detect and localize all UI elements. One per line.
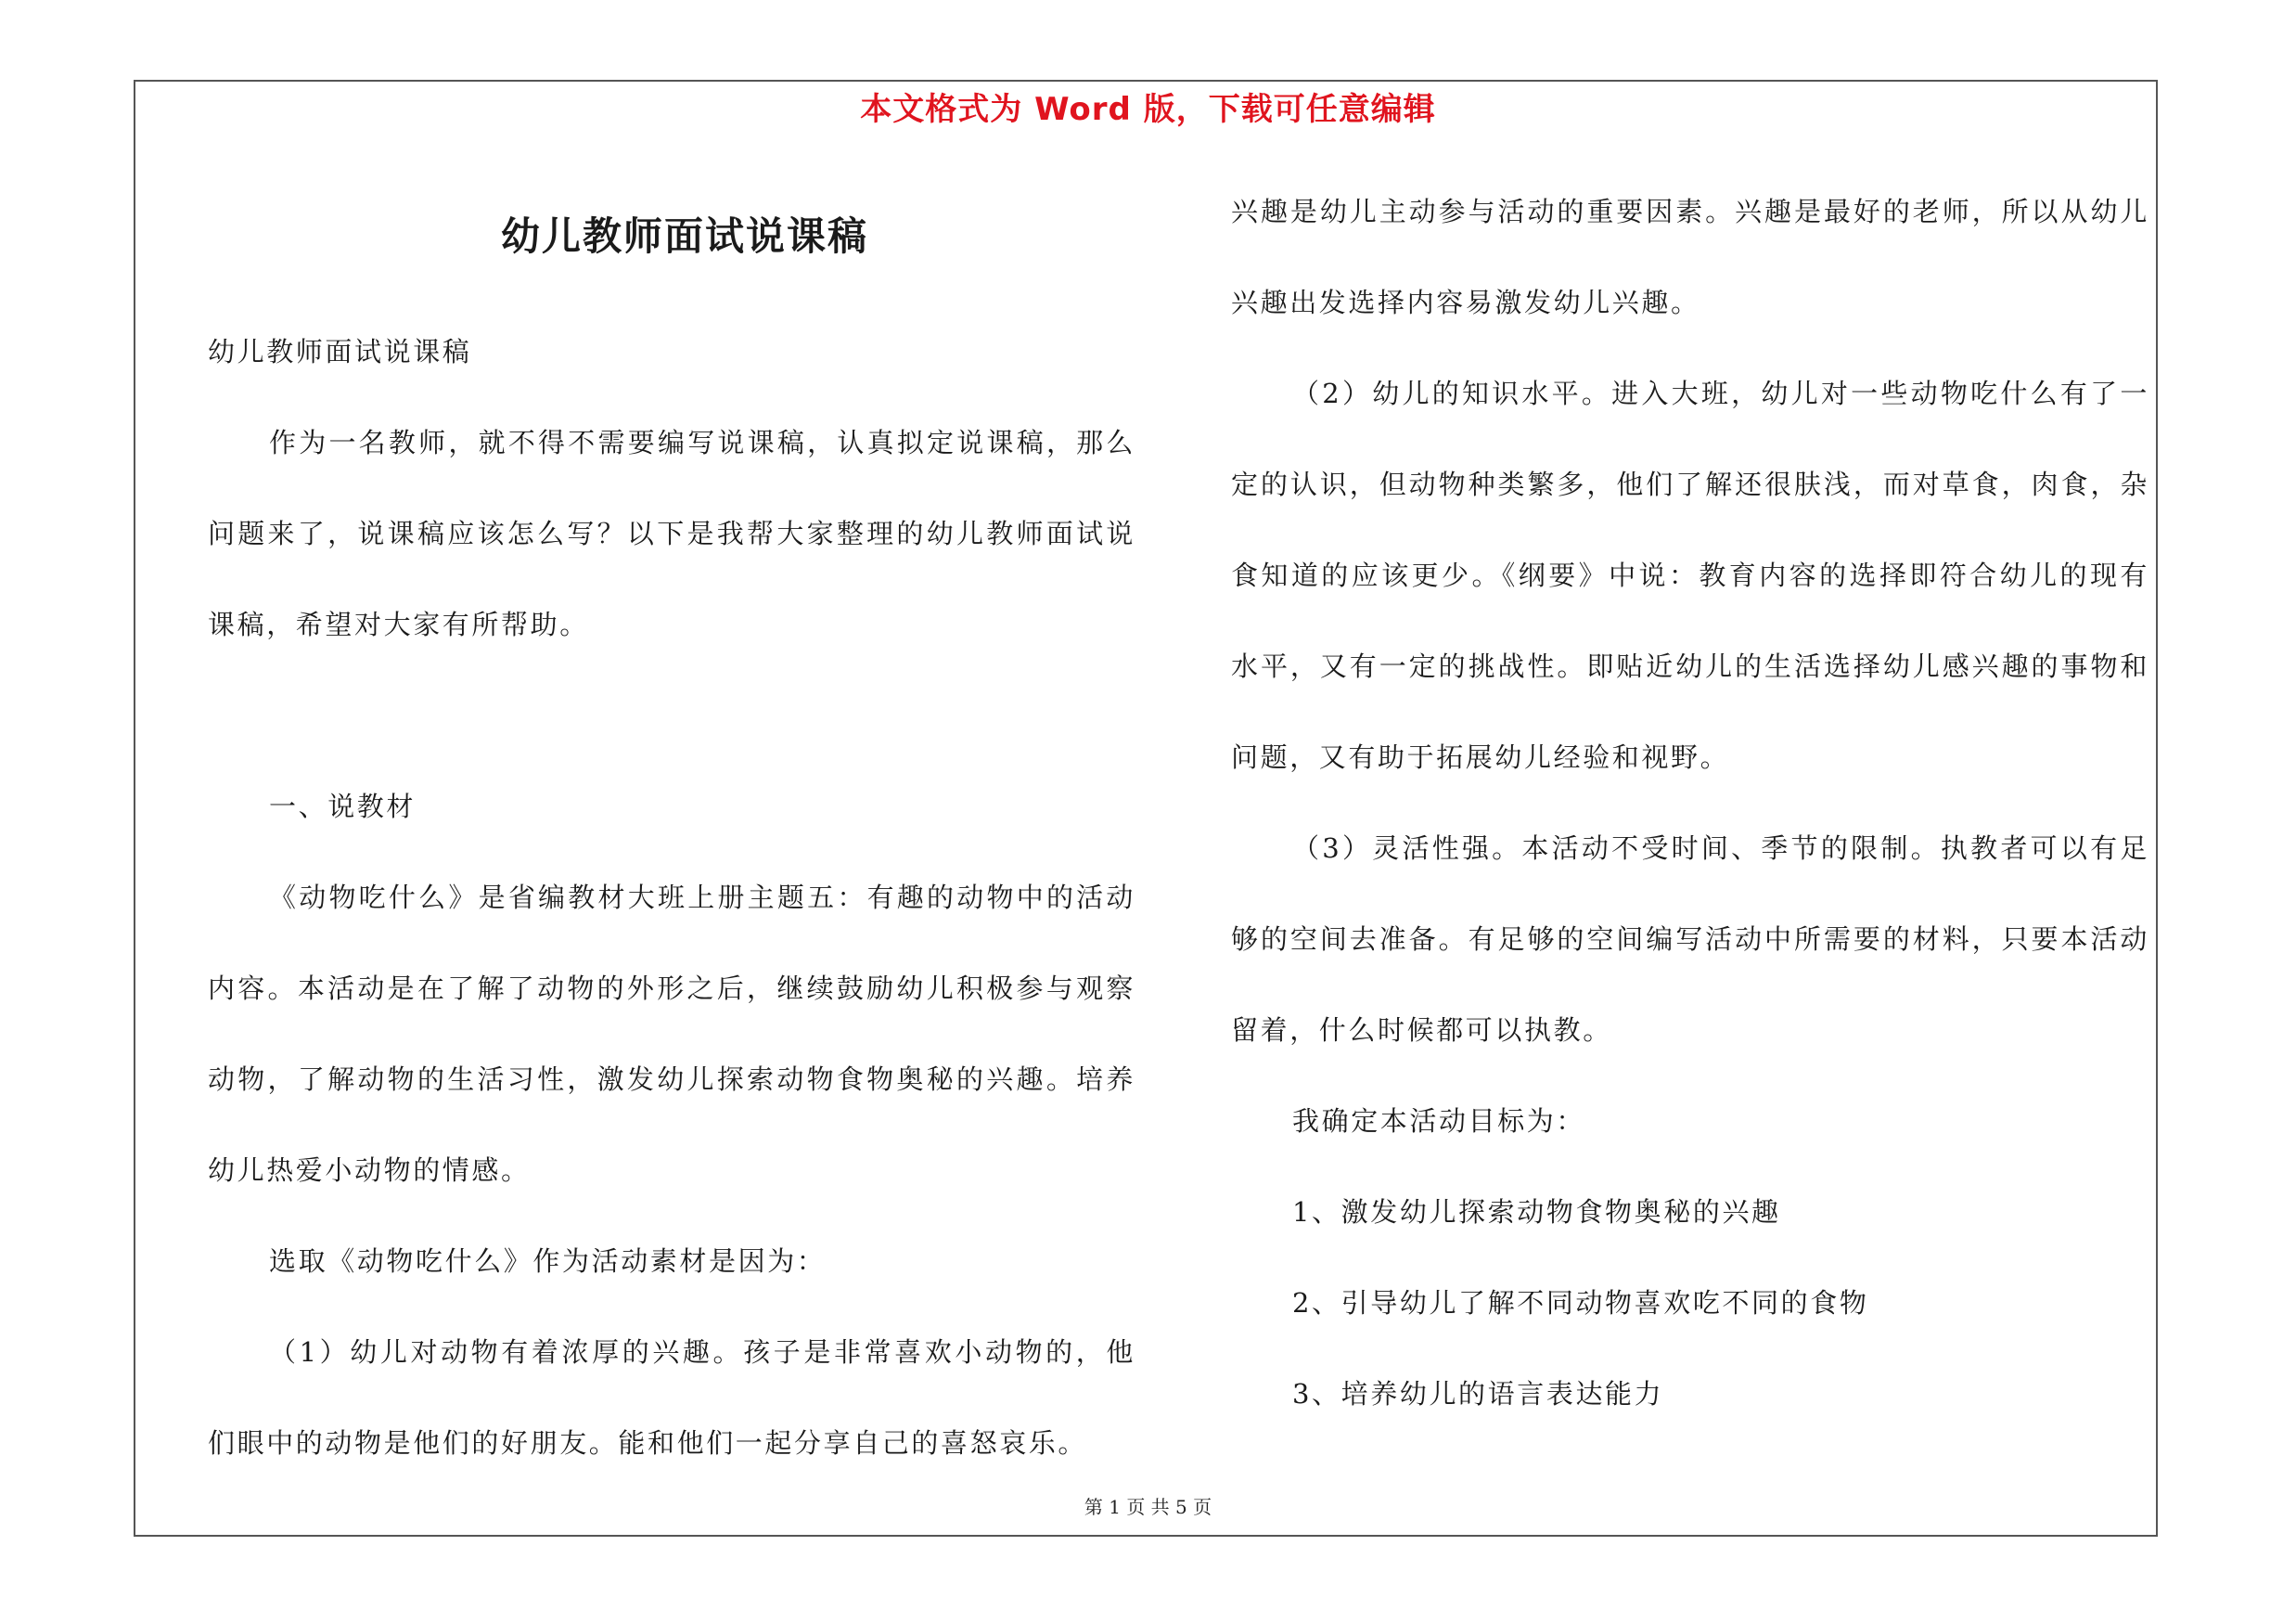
paragraph-interest-continued: 兴趣是幼儿主动参与活动的重要因素。兴趣是最好的老师，所以从幼儿兴趣出发选择内容易激发幼儿兴趣。 — [1231, 196, 2149, 318]
goal-item-2: 2、引导幼儿了解不同动物喜欢吃不同的食物 — [1292, 1287, 1869, 1319]
paragraph-subtitle: 幼儿教师面试说课稿 — [208, 336, 472, 367]
right-text-column — [1231, 166, 2149, 1439]
paragraph-reason-3: （3）灵活性强。本活动不受时间、季节的限制。执教者可以有足够的空间去准备。有足够的空间编写活动中所需要的材料，只要本活动留着，什么时候都可以执教。 — [1231, 832, 2149, 1046]
paragraph-reason-2: （2）幼儿的知识水平。进入大班，幼儿对一些动物吃什么有了一定的认识，但动物种类繁多，他们了解还很肤浅，而对草食，肉食，杂食知道的应该更少。《纲要》中说：教育内容的选择即符合幼儿的现有水平，又有一定的挑战性。即贴近幼儿的生活选择幼儿感兴趣的事物和问题，又有助于拓展幼儿经验和视野。 — [1231, 378, 2149, 773]
goal-item-1: 1、激发幼儿探索动物食物奥秘的兴趣 — [1292, 1196, 1781, 1228]
document-title: 幼儿教师面试说课稿 — [500, 213, 868, 259]
paragraph-selection-reason: 选取《动物吃什么》作为活动素材是因为： — [269, 1245, 827, 1277]
paragraph-intro: 作为一名教师，就不得不需要编写说课稿，认真拟定说课稿，那么问题来了，说课稿应该怎么写？以下是我帮大家整理的幼儿教师面试说课稿，希望对大家有所帮助。 — [208, 427, 1135, 640]
left-text-column — [208, 306, 1135, 1488]
goal-item-3: 3、培养幼儿的语言表达能力 — [1292, 1378, 1664, 1410]
format-notice-banner: 本文格式为 Word 版，下载可任意编辑 — [860, 91, 1436, 128]
section-heading-textbook: 一、说教材 — [269, 791, 417, 822]
paragraph-textbook-content: 《动物吃什么》是省编教材大班上册主题五：有趣的动物中的活动内容。本活动是在了解了动物的外形之后，继续鼓励幼儿积极参与观察动物，了解动物的生活习性，激发幼儿探索动物食物奥秘的兴趣。培养幼儿热爱小动物的情感。 — [208, 882, 1135, 1186]
paragraph-spacer — [208, 670, 1135, 761]
paragraph-goals-intro: 我确定本活动目标为： — [1292, 1105, 1586, 1137]
page-number-footer: 第 1 页 共 5 页 — [1084, 1496, 1212, 1518]
paragraph-reason-1: （1）幼儿对动物有着浓厚的兴趣。孩子是非常喜欢小动物的，他们眼中的动物是他们的好朋友。能和他们一起分享自己的喜怒哀乐。 — [208, 1336, 1135, 1459]
